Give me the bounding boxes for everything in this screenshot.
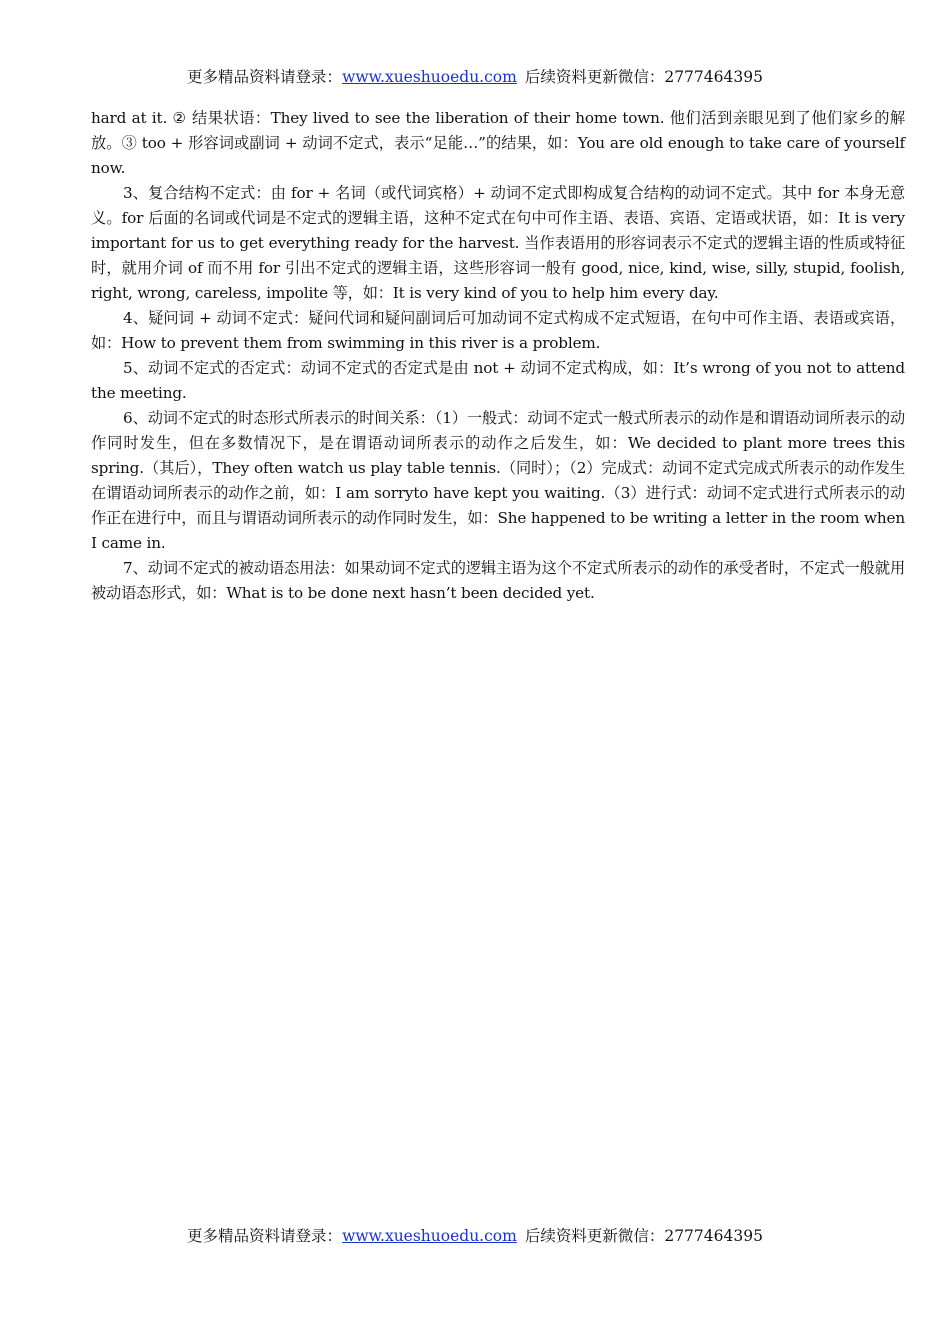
paragraph-question-word-infinitive: 4、疑问词 + 动词不定式：疑问代词和疑问副词后可加动词不定式构成不定式短语，在句中可作主语、表语或宾语，如：How to prevent them from swimming in this river is a problem. — [91, 309, 905, 352]
paragraph-passive-infinitive: 7、动词不定式的被动语态用法：如果动词不定式的逻辑主语为这个不定式所表示的动作的承受者时，不定式一般就用被动语态形式，如：What is to be done next hasn’t been decided yet. — [91, 559, 905, 602]
header-banner — [0, 67, 950, 87]
header-suffix: 后续资料更新微信：2777464395 — [524, 68, 763, 86]
paragraph-continuation: hard at it. ② 结果状语：They lived to see the liberation of their home town. 他们活到亲眼见到了他们家乡的解放。③ too + 形容词或副词 + 动词不定式，表示“足能…”的结果，如：You are old enough to take care of yourself now. — [91, 109, 905, 177]
header-prefix: 更多精品资料请登录： — [187, 68, 343, 86]
footer-prefix: 更多精品资料请登录： — [187, 1227, 343, 1245]
paragraph-infinitive-tense: 6、动词不定式的时态形式所表示的时间关系：（1）一般式：动词不定式一般式所表示的动作是和谓语动词所表示的动作同时发生，但在多数情况下，是在谓语动词所表示的动作之后发生，如：We decided to plant more trees this spring.（其后），They often watch us play table tennis.（同时）；（2）完成式：动词不定式完成式所表示的动作发生在谓语动词所表示的动作之前，如：I am sorryto have kept you waiting.（3）进行式：动词不定式进行式所表示的动作正在进行中，而且与谓语动词所表示的动作同时发生，如：She happened to be writing a letter in the room when I came in. — [91, 409, 905, 552]
document-body — [91, 106, 905, 606]
header-website-link[interactable]: www.xueshuoedu.com — [342, 68, 517, 86]
paragraph-compound-infinitive: 3、复合结构不定式：由 for + 名词（或代词宾格）+ 动词不定式即构成复合结构的动词不定式。其中 for 本身无意义。for 后面的名词或代词是不定式的逻辑主语，这种不定式在句中可作主语、表语、宾语、定语或状语，如：It is very important for us to get everything ready for the harvest. 当作表语用的形容词表示不定式的逻辑主语的性质或特征时，就用介词 of 而不用 for 引出不定式的逻辑主语，这些形容词一般有 good, nice, kind, wise, silly, stupid, foolish, right, wrong, careless, impolite 等，如：It is very kind of you to help him every day. — [91, 184, 905, 302]
paragraph-negative-infinitive: 5、动词不定式的否定式：动词不定式的否定式是由 not + 动词不定式构成，如：It’s wrong of you not to attend the meeting. — [91, 359, 905, 402]
footer-website-link[interactable]: www.xueshuoedu.com — [342, 1227, 517, 1245]
footer-suffix: 后续资料更新微信：2777464395 — [524, 1227, 763, 1245]
footer-banner — [0, 1226, 950, 1246]
